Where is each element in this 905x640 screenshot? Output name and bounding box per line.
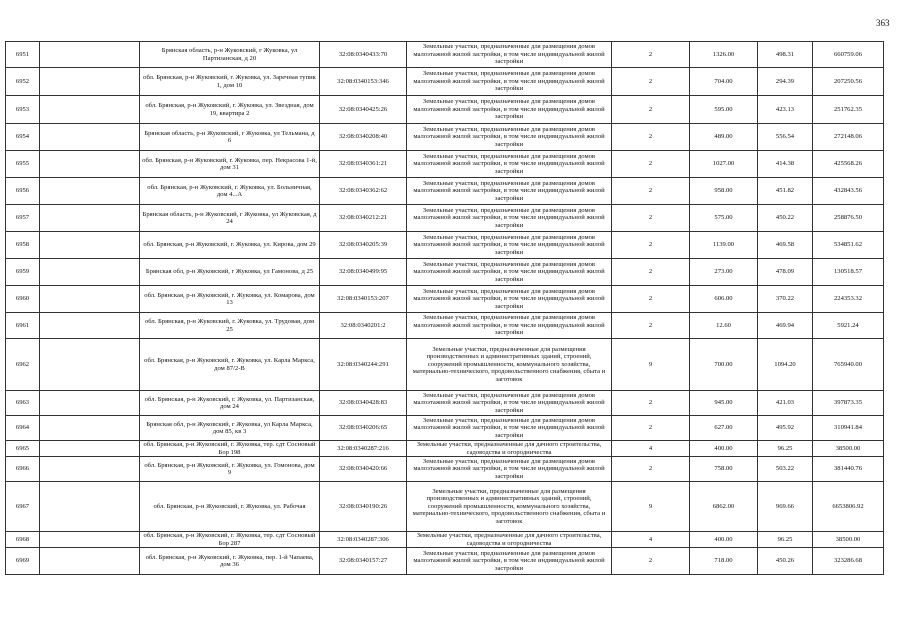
row-number-cell: 6955 — [6, 151, 40, 178]
area-cell: 606.00 — [690, 286, 758, 313]
table-row — [6, 532, 884, 548]
spacer-cell — [40, 151, 140, 178]
address-cell: обл. Брянская, р-н Жуковский, г. Жуковка, тер. сдт Сосновый Бор 198 — [140, 441, 320, 457]
spacer-cell — [40, 391, 140, 416]
land-registry-table — [5, 41, 884, 575]
spacer-cell — [40, 68, 140, 96]
area-cell: 758.00 — [690, 457, 758, 482]
cadastral-number-cell: 32:08:0340206:65 — [320, 416, 407, 441]
cadastral-number-cell: 32:08:0340361:21 — [320, 151, 407, 178]
area-cell: 400.00 — [690, 532, 758, 548]
unit-value-cell: 414.38 — [758, 151, 813, 178]
unit-value-cell: 421.03 — [758, 391, 813, 416]
row-number-cell: 6954 — [6, 124, 40, 151]
address-cell: обл. Брянская, р-н Жуковский, г. Жуковка, пер. 1-й Чапаева, дом 36 — [140, 548, 320, 575]
table-row — [6, 151, 884, 178]
address-cell: обл. Брянская, р-н Жуковский, г. Жуковка, ул. Трудовая, дом 25 — [140, 313, 320, 339]
table-row — [6, 482, 884, 532]
address-cell: обл. Брянская, р-н Жуковский, г. Жуковка, ул. Карла Маркса, дом 87/2-В — [140, 339, 320, 391]
spacer-cell — [40, 416, 140, 441]
address-cell: обл. Брянская, р-н Жуковский, г. Жуковка, ул. Партизанская, дом 24 — [140, 391, 320, 416]
cadastral-value-cell: 425568.26 — [813, 151, 884, 178]
area-cell: 704.00 — [690, 68, 758, 96]
address-cell: обл. Брянская, р-н Жуковский, г. Жуковка, ул. Кирова, дом 29 — [140, 232, 320, 259]
spacer-cell — [40, 482, 140, 532]
cadastral-value-cell: 323286.68 — [813, 548, 884, 575]
cadastral-number-cell: 32:08:0340205:39 — [320, 232, 407, 259]
area-cell: 945.00 — [690, 391, 758, 416]
group-code-cell: 2 — [612, 68, 690, 96]
cadastral-value-cell: 38500.00 — [813, 532, 884, 548]
cadastral-number-cell: 32:08:0340420:66 — [320, 457, 407, 482]
spacer-cell — [40, 259, 140, 286]
table-row — [6, 313, 884, 339]
land-use-cell: Земельные участки, предназначенные для размещения домов малоэтажной жилой застройки, в том числе индивидуальной жилой застройки — [407, 96, 612, 124]
address-cell: обл. Брянская, р-н Жуковский, г. Жуковка, тер. сдт Сосновый Бор 287 — [140, 532, 320, 548]
group-code-cell: 2 — [612, 96, 690, 124]
address-cell: Брянская обл, р-н Жуковский, г Жуковка, ул Гамонова, д 25 — [140, 259, 320, 286]
address-cell: обл. Брянская, р-н Жуковский, г. Жуковка, ул. Заречная тупик 1, дом 10 — [140, 68, 320, 96]
table-row — [6, 457, 884, 482]
cadastral-value-cell: 432843.56 — [813, 178, 884, 205]
cadastral-number-cell: 32:08:0340212:21 — [320, 205, 407, 232]
unit-value-cell: 495.92 — [758, 416, 813, 441]
table-row — [6, 391, 884, 416]
cadastral-value-cell: 310941.84 — [813, 416, 884, 441]
land-use-cell: Земельные участки, предназначенные для размещения домов малоэтажной жилой застройки, в том числе индивидуальной жилой застройки — [407, 42, 612, 68]
group-code-cell: 2 — [612, 286, 690, 313]
group-code-cell: 2 — [612, 205, 690, 232]
cadastral-number-cell: 32:08:0340433:70 — [320, 42, 407, 68]
row-number-cell: 6951 — [6, 42, 40, 68]
spacer-cell — [40, 96, 140, 124]
area-cell: 627.00 — [690, 416, 758, 441]
row-number-cell: 6965 — [6, 441, 40, 457]
spacer-cell — [40, 339, 140, 391]
cadastral-value-cell: 5921.24 — [813, 313, 884, 339]
area-cell: 575.00 — [690, 205, 758, 232]
row-number-cell: 6963 — [6, 391, 40, 416]
spacer-cell — [40, 313, 140, 339]
address-cell: обл. Брянская, р-н Жуковский, г. Жуковка, ул. Комарова, дом 13 — [140, 286, 320, 313]
group-code-cell: 2 — [612, 548, 690, 575]
table-row — [6, 96, 884, 124]
table-row — [6, 42, 884, 68]
cadastral-value-cell: 397873.35 — [813, 391, 884, 416]
group-code-cell: 2 — [612, 259, 690, 286]
table-row — [6, 259, 884, 286]
cadastral-number-cell: 32:08:0340190:26 — [320, 482, 407, 532]
cadastral-number-cell: 32:08:0340153:207 — [320, 286, 407, 313]
address-cell: обл. Брянская, р-н Жуковский, г. Жуковка, ул. Гомонова, дом 9 — [140, 457, 320, 482]
unit-value-cell: 1094.20 — [758, 339, 813, 391]
group-code-cell: 2 — [612, 416, 690, 441]
spacer-cell — [40, 441, 140, 457]
address-cell: обл. Брянская, р-н Жуковский, г. Жуковка, пер. Некрасова 1-й, дом 31 — [140, 151, 320, 178]
unit-value-cell: 503.22 — [758, 457, 813, 482]
cadastral-number-cell: 32:08:0340208:40 — [320, 124, 407, 151]
area-cell: 1139.00 — [690, 232, 758, 259]
cadastral-number-cell: 32:08:0340428:83 — [320, 391, 407, 416]
group-code-cell: 2 — [612, 151, 690, 178]
row-number-cell: 6957 — [6, 205, 40, 232]
group-code-cell: 2 — [612, 42, 690, 68]
land-use-cell: Земельные участки, предназначенные для размещения домов малоэтажной жилой застройки, в том числе индивидуальной жилой застройки — [407, 286, 612, 313]
land-use-cell: Земельные участки, предназначенные для размещения домов малоэтажной жилой застройки, в том числе индивидуальной жилой застройки — [407, 232, 612, 259]
area-cell: 273.00 — [690, 259, 758, 286]
land-use-cell: Земельные участки, предназначенные для размещения домов малоэтажной жилой застройки, в том числе индивидуальной жилой застройки — [407, 457, 612, 482]
cadastral-value-cell: 38500.00 — [813, 441, 884, 457]
group-code-cell: 9 — [612, 339, 690, 391]
area-cell: 1326.00 — [690, 42, 758, 68]
group-code-cell: 9 — [612, 482, 690, 532]
address-cell: обл. Брянская, р-н Жуковский, г. Жуковка, ул. Звездная, дом 19, квартира 2 — [140, 96, 320, 124]
row-number-cell: 6956 — [6, 178, 40, 205]
unit-value-cell: 96.25 — [758, 532, 813, 548]
page-number: 363 — [876, 18, 890, 28]
cadastral-value-cell: 272148.06 — [813, 124, 884, 151]
cadastral-number-cell: 32:08:0340425:26 — [320, 96, 407, 124]
cadastral-value-cell: 6653806.92 — [813, 482, 884, 532]
unit-value-cell: 450.22 — [758, 205, 813, 232]
spacer-cell — [40, 532, 140, 548]
unit-value-cell: 451.82 — [758, 178, 813, 205]
table-row — [6, 548, 884, 575]
unit-value-cell: 450.26 — [758, 548, 813, 575]
address-cell: Брянская область, р-н Жуковский, г Жуковка, ул Тельмана, д 6 — [140, 124, 320, 151]
spacer-cell — [40, 124, 140, 151]
land-use-cell: Земельные участки, предназначенные для размещения домов малоэтажной жилой застройки, в том числе индивидуальной жилой застройки — [407, 391, 612, 416]
area-cell: 700.00 — [690, 339, 758, 391]
cadastral-value-cell: 534851.62 — [813, 232, 884, 259]
unit-value-cell: 498.31 — [758, 42, 813, 68]
group-code-cell: 2 — [612, 457, 690, 482]
table-body — [6, 42, 884, 575]
group-code-cell: 2 — [612, 232, 690, 259]
row-number-cell: 6959 — [6, 259, 40, 286]
area-cell: 595.00 — [690, 96, 758, 124]
address-cell: обл. Брянская, р-н Жуковский, г. Жуковка, ул. Больничная, дом 4...А — [140, 178, 320, 205]
land-use-cell: Земельные участки, предназначенные для дачного строительства, садоводства и огородничества — [407, 532, 612, 548]
area-cell: 12.60 — [690, 313, 758, 339]
table-row — [6, 416, 884, 441]
spacer-cell — [40, 232, 140, 259]
land-use-cell: Земельные участки, предназначенные для размещения домов малоэтажной жилой застройки, в том числе индивидуальной жилой застройки — [407, 124, 612, 151]
area-cell: 958.00 — [690, 178, 758, 205]
spacer-cell — [40, 178, 140, 205]
row-number-cell: 6958 — [6, 232, 40, 259]
cadastral-value-cell: 258876.50 — [813, 205, 884, 232]
land-use-cell: Земельные участки, предназначенные для размещения домов малоэтажной жилой застройки, в том числе индивидуальной жилой застройки — [407, 416, 612, 441]
cadastral-number-cell: 32:08:0340287:306 — [320, 532, 407, 548]
group-code-cell: 4 — [612, 532, 690, 548]
row-number-cell: 6960 — [6, 286, 40, 313]
cadastral-value-cell: 224353.32 — [813, 286, 884, 313]
group-code-cell: 2 — [612, 124, 690, 151]
land-use-cell: Земельные участки, предназначенные для размещения домов малоэтажной жилой застройки, в том числе индивидуальной жилой застройки — [407, 205, 612, 232]
unit-value-cell: 96.25 — [758, 441, 813, 457]
unit-value-cell: 556.54 — [758, 124, 813, 151]
cadastral-value-cell: 130518.57 — [813, 259, 884, 286]
table-row — [6, 286, 884, 313]
spacer-cell — [40, 457, 140, 482]
table-row — [6, 441, 884, 457]
table-row — [6, 124, 884, 151]
row-number-cell: 6961 — [6, 313, 40, 339]
row-number-cell: 6969 — [6, 548, 40, 575]
area-cell: 718.00 — [690, 548, 758, 575]
area-cell: 489.00 — [690, 124, 758, 151]
area-cell: 400.00 — [690, 441, 758, 457]
table-row — [6, 339, 884, 391]
spacer-cell — [40, 42, 140, 68]
spacer-cell — [40, 548, 140, 575]
address-cell: Брянская область, р-н Жуковский, г Жуковка, ул Партизанская, д 20 — [140, 42, 320, 68]
group-code-cell: 4 — [612, 441, 690, 457]
row-number-cell: 6967 — [6, 482, 40, 532]
cadastral-number-cell: 32:08:0340287:216 — [320, 441, 407, 457]
land-use-cell: Земельные участки, предназначенные для размещения домов малоэтажной жилой застройки, в том числе индивидуальной жилой застройки — [407, 548, 612, 575]
spacer-cell — [40, 205, 140, 232]
land-use-cell: Земельные участки, предназначенные для размещения домов малоэтажной жилой застройки, в том числе индивидуальной жилой застройки — [407, 178, 612, 205]
unit-value-cell: 469.58 — [758, 232, 813, 259]
cadastral-number-cell: 32:08:0340244:291 — [320, 339, 407, 391]
group-code-cell: 2 — [612, 313, 690, 339]
cadastral-value-cell: 251762.35 — [813, 96, 884, 124]
cadastral-number-cell: 32:08:0340153:346 — [320, 68, 407, 96]
table-row — [6, 68, 884, 96]
unit-value-cell: 469.94 — [758, 313, 813, 339]
unit-value-cell: 969.66 — [758, 482, 813, 532]
row-number-cell: 6966 — [6, 457, 40, 482]
unit-value-cell: 423.13 — [758, 96, 813, 124]
cadastral-number-cell: 32:08:0340201:2 — [320, 313, 407, 339]
land-use-cell: Земельные участки, предназначенные для размещения домов малоэтажной жилой застройки, в том числе индивидуальной жилой застройки — [407, 313, 612, 339]
row-number-cell: 6953 — [6, 96, 40, 124]
cadastral-number-cell: 32:08:0340499:95 — [320, 259, 407, 286]
row-number-cell: 6968 — [6, 532, 40, 548]
land-use-cell: Земельные участки, предназначенные для размещения домов малоэтажной жилой застройки, в том числе индивидуальной жилой застройки — [407, 259, 612, 286]
group-code-cell: 2 — [612, 391, 690, 416]
cadastral-value-cell: 207250.56 — [813, 68, 884, 96]
address-cell: Брянская область, р-н Жуковский, г Жуковка, ул Жуковская, д 24 — [140, 205, 320, 232]
table-row — [6, 232, 884, 259]
row-number-cell: 6962 — [6, 339, 40, 391]
cadastral-number-cell: 32:08:0340362:62 — [320, 178, 407, 205]
address-cell: обл. Брянская, р-н Жуковский, г. Жуковка, ул. Рабочая — [140, 482, 320, 532]
address-cell: Брянская обл, р-н Жуковский, г Жуковка, ул Карла Маркса, дом 85, кв 3 — [140, 416, 320, 441]
area-cell: 6862.00 — [690, 482, 758, 532]
land-use-cell: Земельные участки, предназначенные для размещения производственных и административных зданий, строений, сооружений промышленности, коммунального хозяйства, материально-технического, продовольственного снабжения, сбыта и заготовок — [407, 482, 612, 532]
unit-value-cell: 294.39 — [758, 68, 813, 96]
row-number-cell: 6952 — [6, 68, 40, 96]
group-code-cell: 2 — [612, 178, 690, 205]
area-cell: 1027.00 — [690, 151, 758, 178]
unit-value-cell: 478.09 — [758, 259, 813, 286]
land-use-cell: Земельные участки, предназначенные для размещения домов малоэтажной жилой застройки, в том числе индивидуальной жилой застройки — [407, 68, 612, 96]
spacer-cell — [40, 286, 140, 313]
cadastral-value-cell: 660759.06 — [813, 42, 884, 68]
cadastral-value-cell: 381440.76 — [813, 457, 884, 482]
land-use-cell: Земельные участки, предназначенные для размещения домов малоэтажной жилой застройки, в том числе индивидуальной жилой застройки — [407, 151, 612, 178]
cadastral-number-cell: 32:08:0340157:27 — [320, 548, 407, 575]
row-number-cell: 6964 — [6, 416, 40, 441]
unit-value-cell: 370.22 — [758, 286, 813, 313]
land-use-cell: Земельные участки, предназначенные для дачного строительства, садоводства и огородничества — [407, 441, 612, 457]
cadastral-value-cell: 765940.00 — [813, 339, 884, 391]
land-use-cell: Земельные участки, предназначенные для размещения производственных и административных зданий, строений, сооружений промышленности, коммунального хозяйства, материально-технического, продовольственного снабжения, сбыта и заготовок — [407, 339, 612, 391]
table-row — [6, 205, 884, 232]
table-row — [6, 178, 884, 205]
